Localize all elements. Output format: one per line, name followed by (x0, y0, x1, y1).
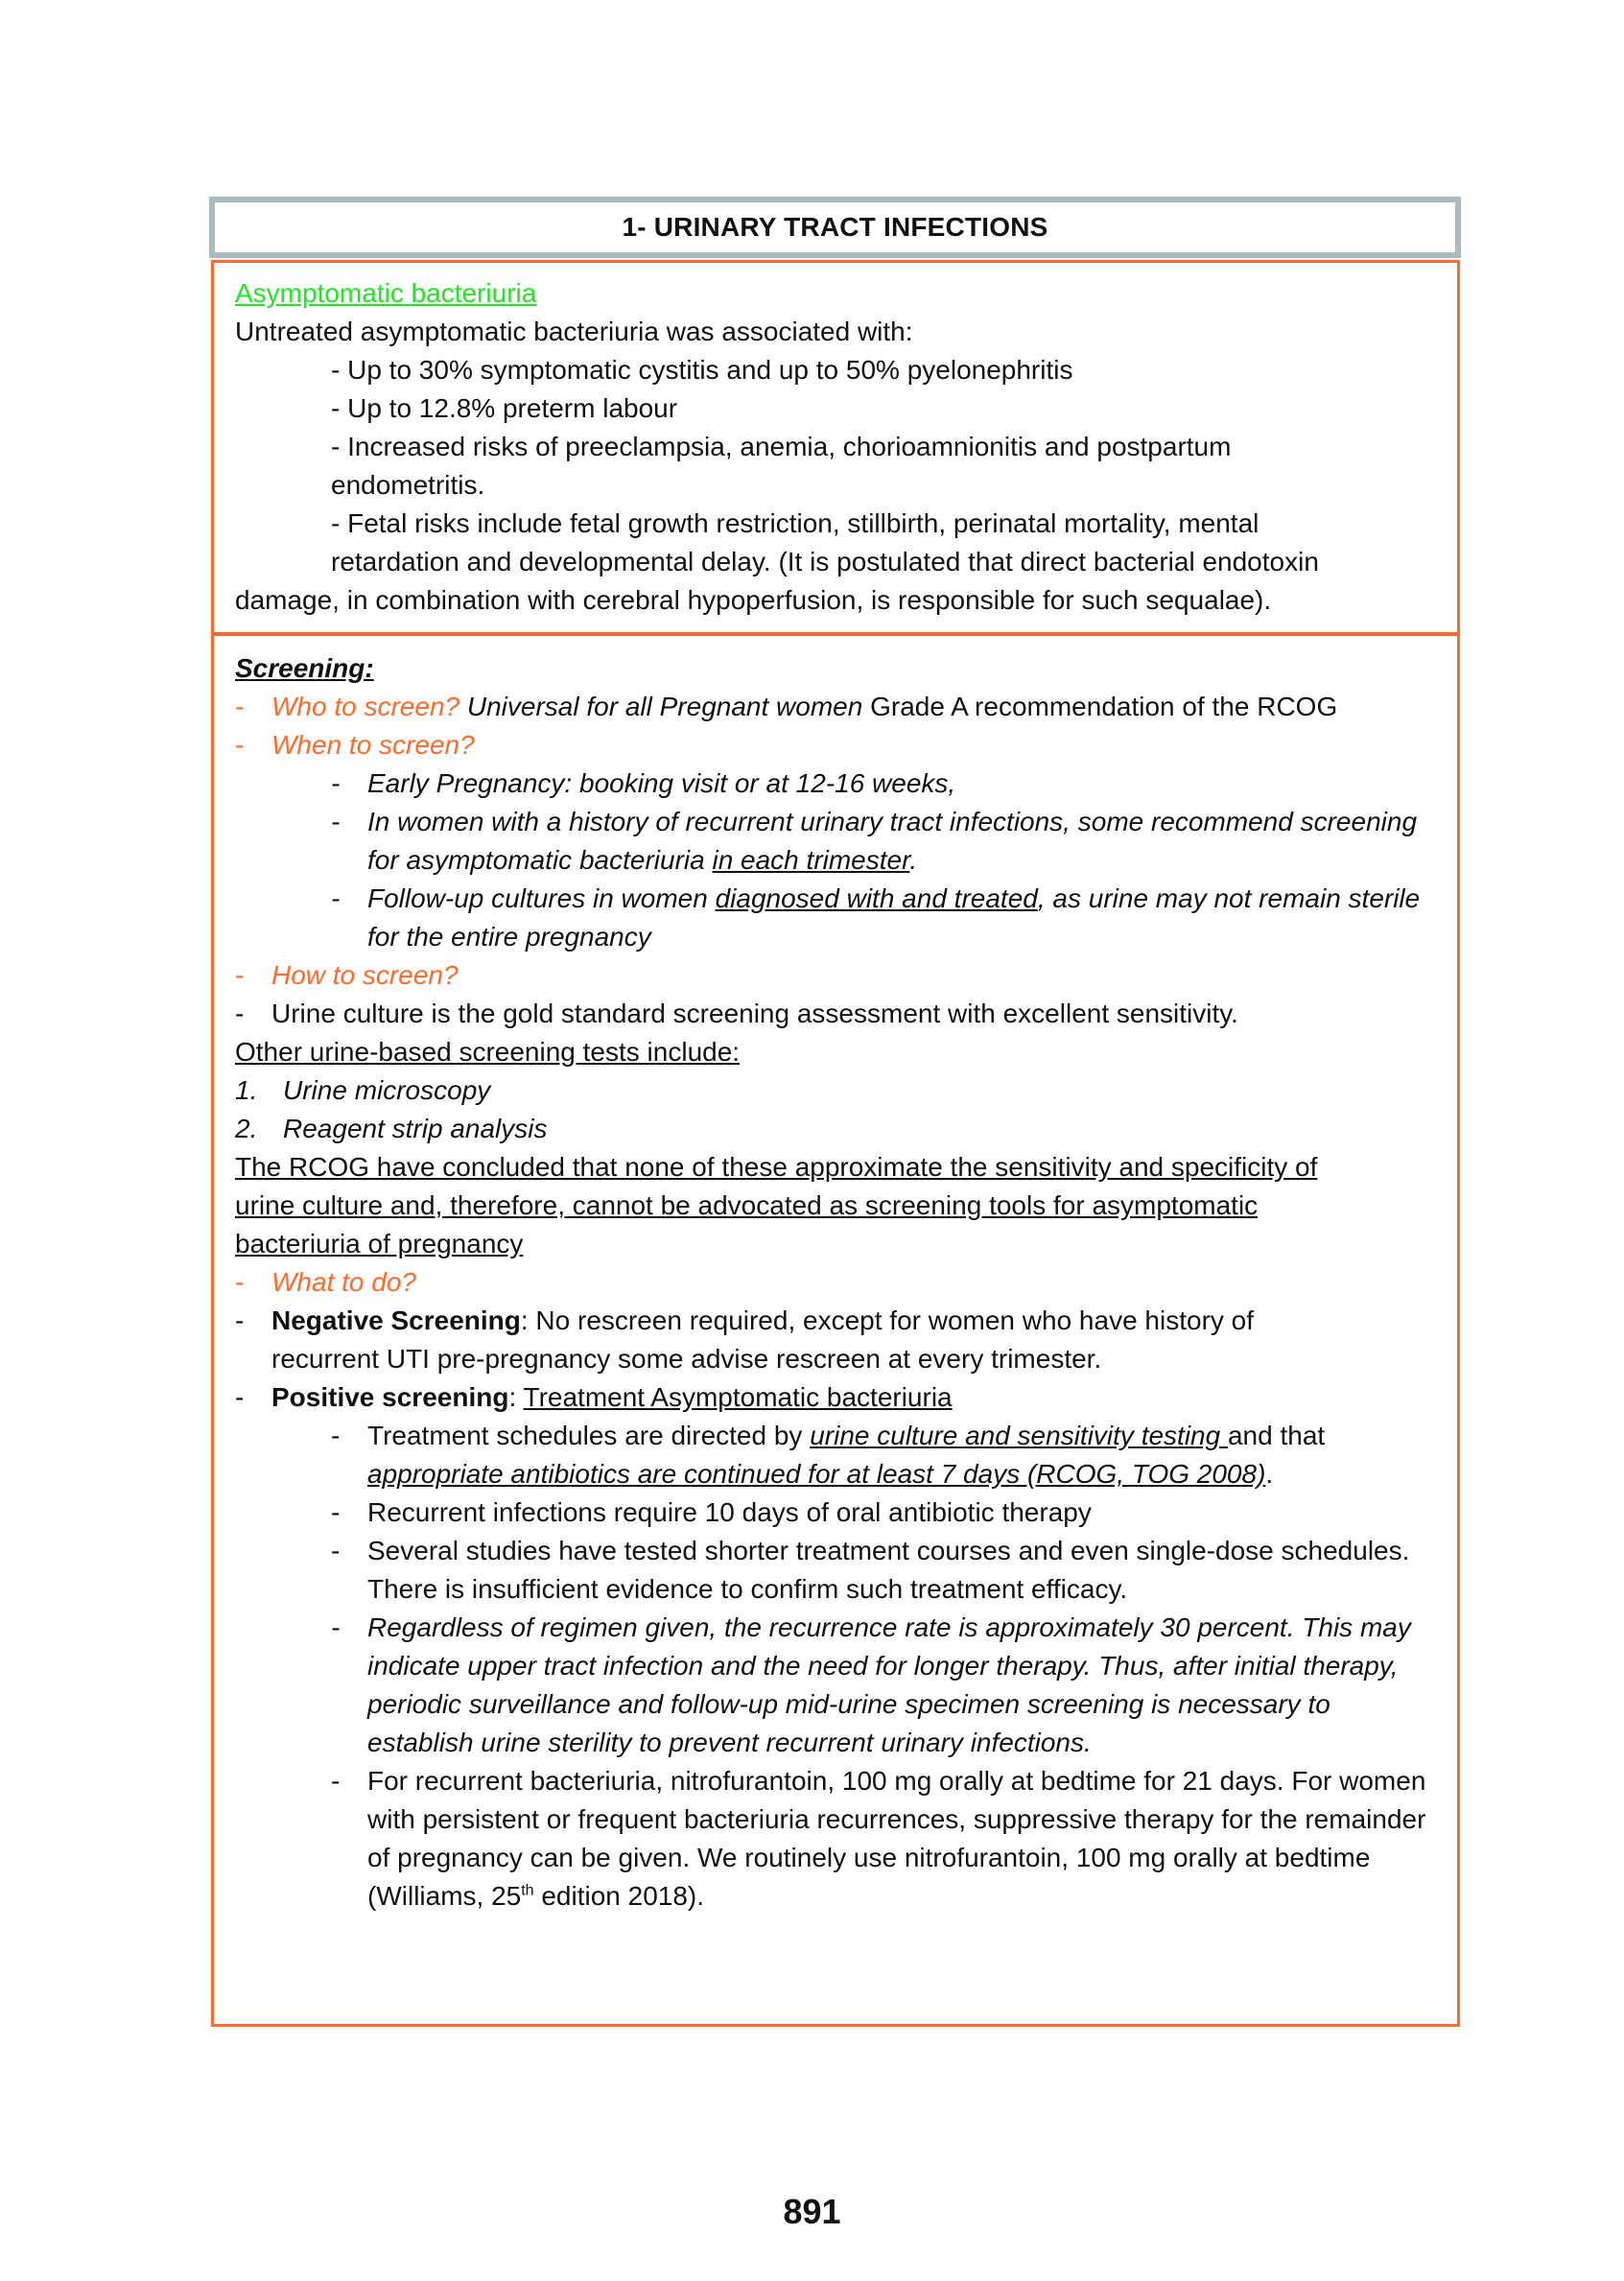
risk-item: - Up to 12.8% preterm labour (331, 393, 678, 423)
what-to-do-label: What to do? (271, 1267, 416, 1297)
when-item: - In women with a history of recurrent urinary tract infections, some recommend screening for asymptomatic bacteriuria in each trimester. (331, 807, 1418, 875)
bullet-dash: - (235, 1267, 245, 1297)
treatment-heading: Treatment Asymptomatic bacteriuria (523, 1382, 953, 1412)
who-to-screen-rest: Grade A recommendation of the RCOG (862, 692, 1338, 721)
risk-item: - Up to 30% symptomatic cystitis and up to 50% pyelonephritis (331, 355, 1073, 385)
section-title: 1- URINARY TRACT INFECTIONS (622, 212, 1048, 242)
gold-standard-row: - Urine culture is the gold standard screening assessment with excellent sensitivity. (235, 999, 1238, 1028)
treatment-item: - Recurrent infections require 10 days of oral antibiotic therapy (331, 1497, 1092, 1527)
test-item: 2. Reagent strip analysis (235, 1114, 548, 1143)
risk-item: - Fetal risks include fetal growth restriction, stillbirth, perinatal mortality, mental (331, 508, 1259, 538)
test-item: 1. Urine microscopy (235, 1075, 491, 1105)
risk-item: - Increased risks of preeclampsia, anemia, chorioamnionitis and postpartum (331, 432, 1232, 461)
rcog-conclusion: bacteriuria of pregnancy (235, 1229, 524, 1258)
risk-item-cont: retardation and developmental delay. (It is postulated that direct bacterial endotoxin (331, 547, 1319, 576)
how-to-screen-row (235, 956, 1436, 995)
who-to-screen-row (235, 688, 1436, 726)
negative-screening-label: Negative Screening (271, 1305, 521, 1335)
page-number: 891 (783, 2192, 841, 2231)
asymptomatic-bacteriuria-heading: Asymptomatic bacteriuria (235, 278, 537, 308)
how-to-screen-label: How to screen? (271, 960, 459, 990)
bullet-dash: - (235, 730, 245, 760)
when-item: - Early Pregnancy: booking visit or at 12-16 weeks, (331, 768, 956, 798)
risk-item-cont: endometritis. (331, 470, 485, 500)
what-to-do-row (235, 1263, 1436, 1302)
negative-screening-row: - Negative Screening: No rescreen required, except for women who have history of (235, 1305, 1255, 1335)
treatment-item: - For recurrent bacteriuria, nitrofurantoin, 100 mg orally at bedtime for 21 days. For women with persistent or frequent bacteriuria recurrences, suppressive therapy for the remainder of pregnancy can be given. We routinely use nitrofurantoin, 100 mg orally at bedtime (Williams, 25th edition 2018). (331, 1766, 1426, 1911)
who-to-screen-label: Who to screen? (271, 692, 460, 721)
positive-screening-label: Positive screening (271, 1382, 509, 1412)
screening-heading: Screening: (235, 653, 374, 683)
section-title-box (209, 197, 1461, 258)
negative-screening-cont: recurrent UTI pre-pregnancy some advise rescreen at every trimester. (271, 1344, 1102, 1374)
when-item: - Follow-up cultures in women diagnosed with and treated, as urine may not remain sterile for the entire pregnancy (331, 883, 1421, 952)
who-to-screen-italic: Universal for all Pregnant women (459, 692, 863, 721)
treatment-item: - Several studies have tested shorter treatment courses and even single-dose schedules. There is insufficient evidence to confirm such treatment efficacy. (331, 1536, 1410, 1604)
when-to-screen-row (235, 726, 1436, 764)
treatment-item: - Treatment schedules are directed by urine culture and sensitivity testing and that appropriate antibiotics are continued for at least 7 days (RCOG, TOG 2008). (331, 1421, 1326, 1489)
rcog-conclusion: The RCOG have concluded that none of these approximate the sensitivity and specificity of (235, 1152, 1318, 1182)
asymptomatic-bacteriuria-box (211, 260, 1460, 635)
bullet-dash: - (235, 692, 245, 721)
positive-screening-row: - Positive screening: Treatment Asymptomatic bacteriuria (235, 1382, 953, 1412)
rcog-conclusion: urine culture and, therefore, cannot be advocated as screening tools for asymptomatic (235, 1190, 1259, 1220)
intro-text: Untreated asymptomatic bacteriuria was associated with: (235, 317, 913, 346)
screening-box (211, 633, 1460, 2027)
risk-item-last: damage, in combination with cerebral hypoperfusion, is responsible for such sequalae). (235, 585, 1272, 615)
treatment-item: - Regardless of regimen given, the recurrence rate is approximately 30 percent. This may indicate upper tract infection and the need for longer therapy. Thus, after initial therapy, periodic surveillance and follow-up mid-urine specimen screening is necessary to establish urine sterility to prevent recurrent urinary infections. (331, 1612, 1411, 1757)
other-tests-heading: Other urine-based screening tests include: (235, 1037, 741, 1067)
bullet-dash: - (235, 960, 245, 990)
when-to-screen-label: When to screen? (271, 730, 475, 760)
